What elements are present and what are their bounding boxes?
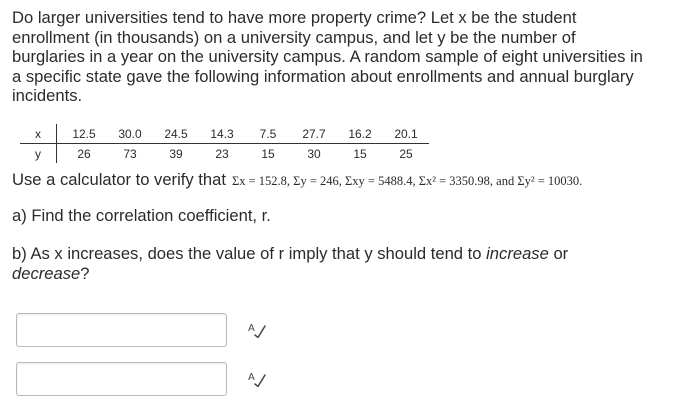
x-value: 30.0: [107, 124, 153, 144]
x-value: 7.5: [245, 124, 291, 144]
y-value: 25: [399, 146, 413, 161]
x-value: 20.1: [383, 124, 429, 144]
problem-intro: Do larger universities tend to have more property crime? Let x be the student enrollment (in thousands) on a university campus, and let y be the number of burglaries in a year on the university campus. A random sample of eight universities in a specific state gave the following information about enrollments and annual burglary incidents.: [12, 8, 643, 106]
question-a: a) Find the correlation coefficient, r.: [12, 206, 271, 225]
answer-a-input[interactable]: [16, 313, 227, 347]
table-row-y: [20, 144, 429, 164]
x-value: 27.7: [291, 124, 337, 144]
x-value: 12.5: [61, 124, 107, 144]
y-value: 30: [307, 146, 321, 161]
question-b-middle: or: [548, 244, 569, 263]
verify-text: Use a calculator to verify that: [12, 170, 226, 189]
question-b-suffix: ?: [80, 263, 90, 283]
x-value: 14.3: [199, 124, 245, 144]
y-value: 23: [215, 146, 229, 161]
y-label: y: [20, 144, 57, 164]
x-value: 24.5: [153, 124, 199, 144]
option-decrease: decrease: [12, 263, 81, 283]
spellcheck-icon[interactable]: [247, 320, 267, 338]
spellcheck-icon[interactable]: [247, 369, 267, 387]
question-b-prefix: b) As x increases, does the value of r imply that y should tend to: [12, 244, 487, 263]
x-value: 16.2: [337, 124, 383, 144]
verify-line: [12, 170, 582, 190]
question-b: [12, 244, 612, 283]
table-row-x: [20, 124, 429, 144]
x-label: x: [20, 124, 57, 144]
option-increase: increase: [486, 244, 549, 263]
data-table: [20, 124, 429, 163]
y-value: 15: [261, 146, 275, 161]
svg-text:A: A: [248, 372, 255, 383]
answer-b-input[interactable]: [16, 362, 227, 396]
y-value: 15: [353, 146, 367, 161]
sums-formula: Σx = 152.8, Σy = 246, Σxy = 5488.4, Σx² = 3350.98, and Σy² = 10030.: [231, 174, 583, 188]
y-value: 39: [169, 146, 183, 161]
y-value: 26: [77, 146, 91, 161]
svg-text:A: A: [248, 323, 255, 334]
y-value: 73: [123, 146, 137, 161]
